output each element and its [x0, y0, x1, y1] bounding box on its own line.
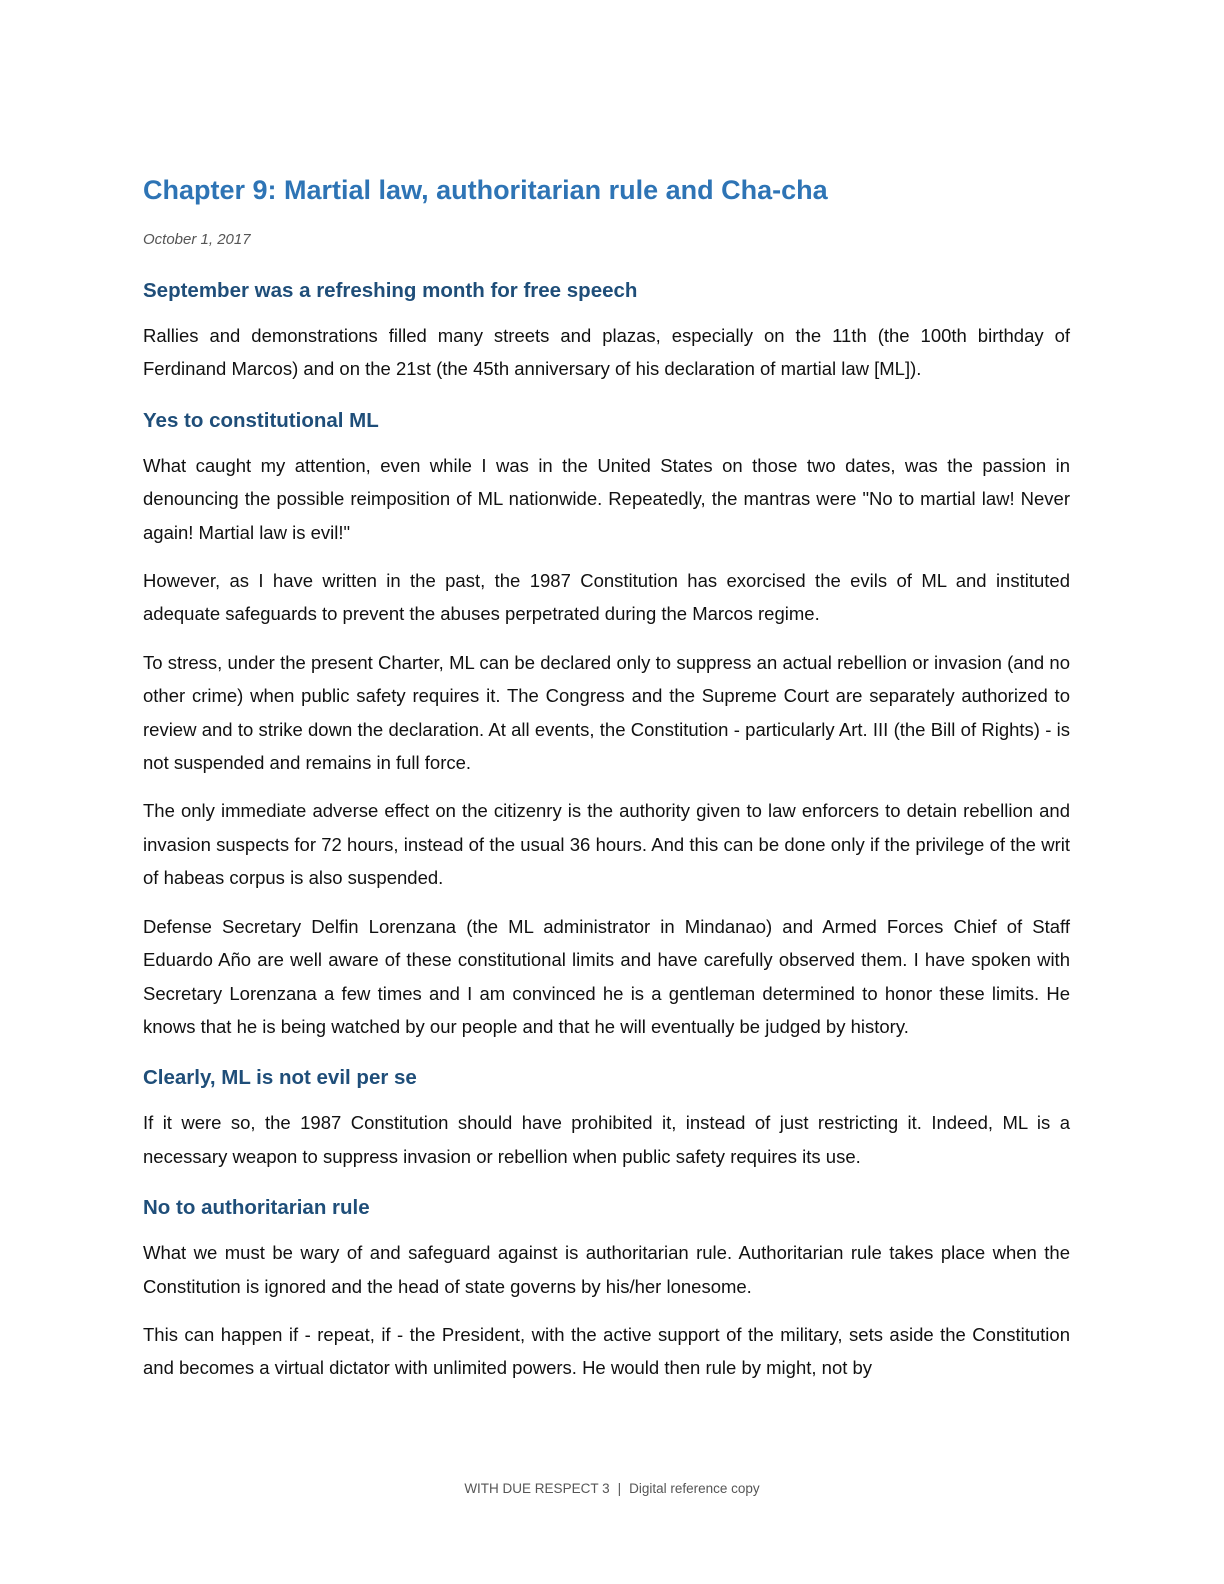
section-heading: Yes to constitutional ML	[143, 408, 379, 432]
paragraph: If it were so, the 1987 Constitution should have prohibited it, instead of just restricting it. Indeed, ML is a necessary weapon to suppress invasion or rebellion when public safety requires its use.	[143, 1112, 1070, 1167]
publication-date: October 1, 2017	[143, 231, 251, 248]
paragraph: The only immediate adverse effect on the citizenry is the authority given to law enforcers to detain rebellion and invasion suspects for 72 hours, instead of the usual 36 hours. And this can be done only if the privilege of the writ of habeas corpus is also suspended.	[143, 800, 1070, 889]
paragraph: However, as I have written in the past, the 1987 Constitution has exorcised the evils of ML and instituted adequate safeguards to prevent the abuses perpetrated during the Marcos regime.	[143, 570, 1070, 625]
footer-book-title: WITH DUE RESPECT 3	[464, 1481, 610, 1496]
paragraph: What caught my attention, even while I was in the United States on those two dates, was the passion in denouncing the possible reimposition of ML nationwide. Repeatedly, the mantras were "No to martial law! Never again! Martial law is evil!"	[143, 454, 1070, 543]
document-body	[143, 170, 1070, 1385]
paragraph: What we must be wary of and safeguard against is authoritarian rule. Authoritarian rule takes place when the Constitution is ignored and the head of state governs by his/her lonesome.	[143, 1242, 1070, 1297]
paragraph: To stress, under the present Charter, ML can be declared only to suppress an actual rebellion or invasion (and no other crime) when public safety requires it. The Congress and the Supreme Court are separately authorized to review and to strike down the declaration. At all events, the Constitution - particularly Art. III (the Bill of Rights) - is not suspended and remains in full force.	[143, 651, 1070, 774]
paragraph: This can happen if - repeat, if - the President, with the active support of the military, sets aside the Constitution and becomes a virtual dictator with unlimited powers. He would then rule by might, not by	[143, 1323, 1070, 1379]
section-heading: Clearly, ML is not evil per se	[143, 1066, 417, 1090]
section-heading: September was a refreshing month for free speech	[143, 279, 638, 302]
chapter-title: Chapter 9: Martial law, authoritarian rule and Cha-cha	[143, 175, 828, 205]
section-heading: No to authoritarian rule	[143, 1196, 370, 1220]
footer-note: Digital reference copy	[629, 1481, 760, 1496]
paragraph: Rallies and demonstrations filled many streets and plazas, especially on the 11th (the 100th birthday of Ferdinand Marcos) and on the 21st (the 45th anniversary of his declaration of martial law [ML]).	[143, 325, 1070, 380]
paragraph: Defense Secretary Delfin Lorenzana (the ML administrator in Mindanao) and Armed Forces Chief of Staff Eduardo Año are well aware of these constitutional limits and have carefully observed them. I have spoken with Secretary Lorenzana a few times and I am convinced he is a gentleman determined to honor these limits. He knows that he is being watched by our people and that he will eventually be judged by history.	[143, 915, 1070, 1037]
page-footer	[0, 1480, 1224, 1498]
footer-separator: |	[617, 1481, 622, 1496]
